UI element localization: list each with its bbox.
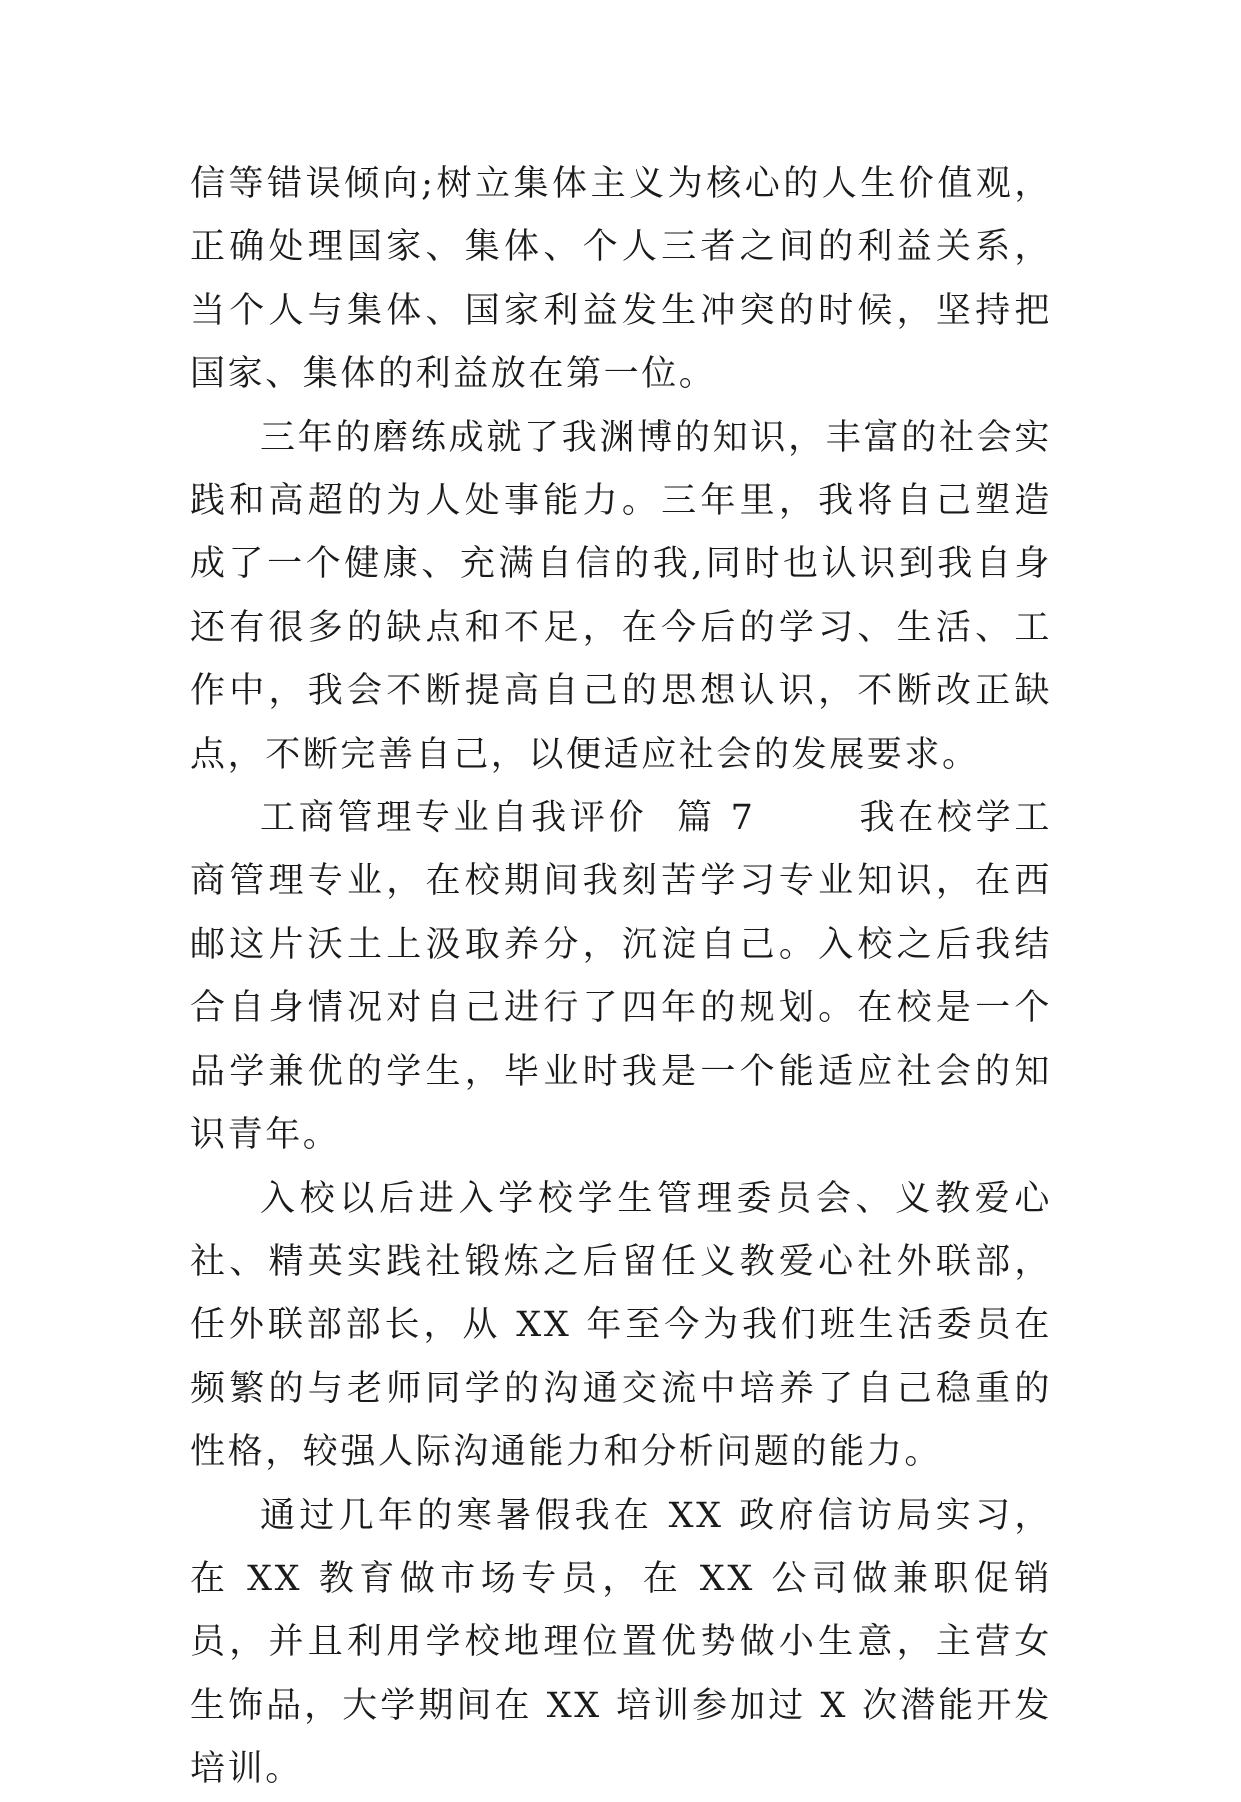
paragraph-1: 信等错误倾向;树立集体主义为核心的人生价值观，正确处理国家、集体、个人三者之间的利益关系，当个人与集体、国家利益发生冲突的时候，坚持把国家、集体的利益放在第一位。 bbox=[190, 164, 1052, 395]
paragraph-4: 入校以后进入学校学生管理委员会、义教爱心社、精英实践社锻炼之后留任义教爱心社外联部，任外联部部长，从 XX 年至今为我们班生活委员在频繁的与老师同学的沟通交流中培养了自己稳重的性格，较强人际沟通能力和分析问题的能力。 bbox=[190, 1178, 1052, 1473]
paragraph-3: 工商管理专业自我评价 篇 7 我在校学工商管理专业，在校期间我刻苦学习专业知识，在西邮这片沃土上汲取养分，沉淀自己。入校之后我结合自身情况对自己进行了四年的规划。在校是一个品学兼优的学生，毕业时我是一个能适应社会的知识青年。 bbox=[190, 798, 1052, 1156]
document-body bbox=[190, 153, 1052, 1802]
paragraph-2: 三年的磨练成就了我渊博的知识，丰富的社会实践和高超的为人处事能力。三年里，我将自己塑造成了一个健康、充满自信的我,同时也认识到我自身还有很多的缺点和不足，在今后的学习、生活、工作中，我会不断提高自己的思想认识，不断改正缺点，不断完善自己，以便适应社会的发展要求。 bbox=[190, 417, 1052, 775]
paragraph-5: 通过几年的寒暑假我在 XX 政府信访局实习，在 XX 教育做市场专员，在 XX 公司做兼职促销员，并且利用学校地理位置优势做小生意，主营女生饰品，大学期间在 XX 培训参加过 X 次潜能开发培训。 bbox=[190, 1495, 1052, 1790]
